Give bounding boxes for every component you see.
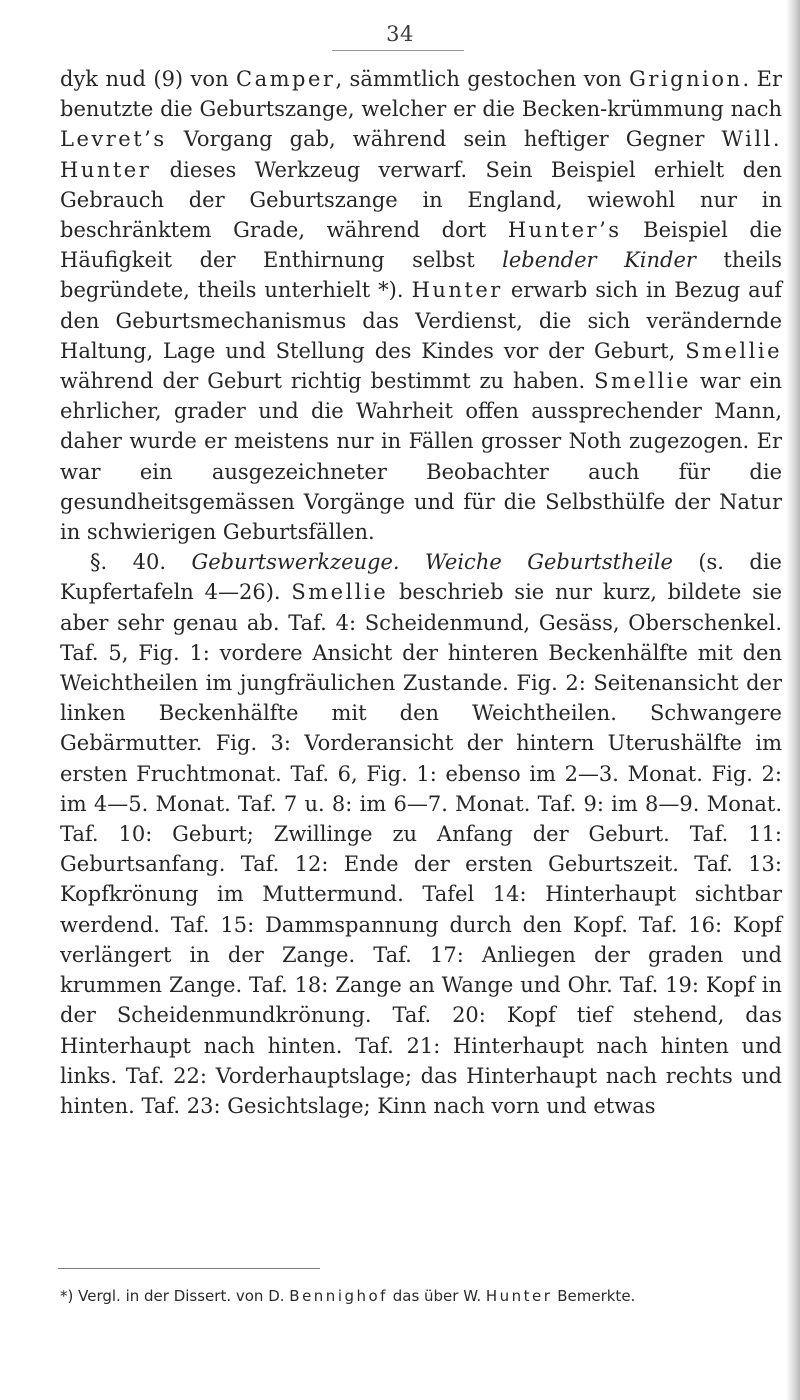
italic-text: Geburtswerkzeuge. Weiche Geburtstheile bbox=[191, 550, 673, 575]
text-run: . Er benutzte die Geburtszange, welcher er die Becken-krümmung nach bbox=[60, 67, 782, 122]
header-rule bbox=[332, 50, 464, 51]
text-run: beschrieb sie nur kurz, bildete sie aber sehr genau ab. Taf. 4: Scheidenmund, Gesäss, Oberschenkel. Taf. 5, Fig. 1: vordere Ansicht der hinteren Beckenhälfte mit den Weichtheilen im jungfräulichen Zustande. Fig. 2: Seitenansicht der linken Beckenhälfte mit den Weichtheilen. Schwangere Gebärmutter. Fig. 3: Vorderansicht der hintern Uterushälfte im ersten Fruchtmonat. Taf. 6, Fig. 1: ebenso im 2—3. Monat. Fig. 2: im 4—5. Monat. Taf. 7 u. 8: im 6—7. Monat. Taf. 9: im 8—9. Monat. Taf. 10: Geburt; Zwillinge zu Anfang der Geburt. Taf. 11: Geburtsanfang. Taf. 12: Ende der ersten Geburtszeit. Taf. 13: Kopfkrönung im Muttermund. Tafel 14: Hinterhaupt sichtbar werdend. Taf. 15: Dammspannung durch den Kopf. Taf. 16: Kopf verlängert in der Zange. Taf. 17: Anliegen der graden und krummen Zange. Taf. 18: Zange an Wange und Ohr. Taf. 19: Kopf in der Scheidenmundkrönung. Taf. 20: Kopf tief stehend, das Hinterhaupt nach hinten. Taf. 21: Hinterhaupt nach hinten und links. Taf. 22: Vorderhauptslage; das Hinterhaupt nach rechts und hinten. Taf. 23: Gesichtslage; Kinn nach vorn und etwas bbox=[60, 580, 782, 1118]
page-number: 34 bbox=[386, 22, 414, 46]
text-run: war ein ehrlicher, grader und die Wahrheit offen aussprechender Mann, daher wurde er meistens nur in Fällen grosser Noth zugezogen. Er war ein ausgezeichneter Beobachter auch für die gesundheitsgemässen Vorgänge und für die Selbsthülfe der Natur in schwierigen Geburtsfällen. bbox=[60, 369, 782, 545]
spaced-name: Hunter’s bbox=[507, 218, 622, 243]
spaced-name: Levret’s bbox=[60, 127, 167, 152]
text-run: *) Vergl. in der Dissert. von D. bbox=[60, 1287, 290, 1305]
text-run: Beispiel die Häufigkeit der Enthirnung selbst bbox=[60, 218, 783, 273]
text-run: erwarb sich in Bezug auf den Geburtsmechanismus das Verdienst, die sich verändernde Haltung, Lage und Stellung des Kindes vor der Geburt, bbox=[60, 278, 782, 363]
text-run: das über W. bbox=[387, 1287, 486, 1305]
paragraph-section-40 bbox=[60, 547, 782, 1121]
text-run: Vorgang gab, während sein heftiger Gegner bbox=[166, 127, 722, 152]
text-run: dieses Werkzeug verwarf. Sein Beispiel erhielt den Gebrauch der Geburtszange in England, wiewohl nur in beschränktem Grade, während dort bbox=[60, 157, 782, 243]
spaced-name: Hunter bbox=[411, 278, 503, 303]
text-run: dyk nud (9) von bbox=[60, 67, 237, 91]
footnote-rule bbox=[58, 1268, 320, 1269]
text-run: während der Geburt richtig bestimmt zu haben. bbox=[60, 369, 595, 394]
footnote bbox=[60, 1284, 780, 1308]
spaced-name: Grignion bbox=[629, 67, 743, 91]
page-edge-shadow bbox=[786, 0, 800, 1400]
spaced-name: Bennighof bbox=[289, 1287, 388, 1305]
spaced-name: Smellie bbox=[594, 369, 691, 394]
spaced-name: Smellie bbox=[685, 338, 782, 363]
spaced-name: Hunter bbox=[485, 1287, 553, 1305]
spaced-name: Smellie bbox=[291, 580, 389, 605]
italic-text: lebender Kinder bbox=[502, 248, 696, 273]
text-run: , sämmtlich gestochen von bbox=[335, 67, 630, 91]
spaced-name: Will. Hunter bbox=[60, 127, 782, 182]
text-run: §. 40. bbox=[90, 550, 192, 575]
text-run: Bemerkte. bbox=[552, 1287, 636, 1305]
spaced-name: Camper bbox=[236, 67, 336, 91]
text-run: theils begründete, theils unterhielt *). bbox=[60, 248, 783, 303]
paragraph-continuation bbox=[60, 64, 782, 547]
text-run: (s. die Kupfertafeln 4—26). bbox=[60, 550, 782, 605]
body-text bbox=[60, 64, 782, 1121]
